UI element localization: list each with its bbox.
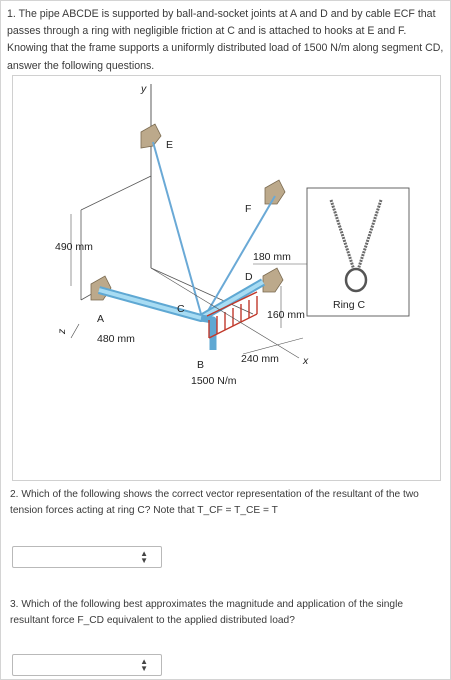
z-axis-label: z	[56, 328, 68, 334]
dim-490: 490 mm	[55, 241, 93, 253]
point-b-label: B	[197, 359, 205, 371]
point-c-label: C	[177, 303, 185, 315]
cable-ce	[153, 142, 201, 314]
question-3-answer-select[interactable]	[12, 654, 162, 676]
point-a-label: A	[97, 313, 105, 325]
dim-480: 480 mm	[97, 333, 135, 345]
select-chevron-icon: ▲ ▼	[140, 549, 148, 565]
question-2-answer-select[interactable]	[12, 546, 162, 568]
support-f	[265, 180, 285, 204]
dim-240: 240 mm	[241, 353, 279, 365]
point-e-label: E	[166, 139, 174, 151]
point-d-label: D	[245, 271, 253, 283]
dim-160: 160 mm	[267, 309, 305, 321]
load-label: 1500 N/m	[191, 375, 237, 387]
pipe-cb	[201, 318, 213, 350]
frame-diagram	[13, 76, 440, 480]
point-f-label: F	[245, 203, 252, 215]
ring-c-inset	[307, 188, 409, 316]
question-3-text: 3. Which of the following best approximates the magnitude and application of the single resultant force F_CD equivalent to the applied distributed load?	[10, 599, 404, 627]
ring-c-label: Ring C	[333, 299, 366, 311]
support-d	[263, 268, 283, 292]
select-chevron-icon: ▲ ▼	[140, 657, 148, 673]
question-2-text: 2. Which of the following shows the correct vector representation of the resultant of the two tension forces acting at ring C? Note that T_CF = T_CE = T	[10, 489, 419, 517]
dim-180: 180 mm	[253, 251, 291, 263]
x-axis-label: x	[303, 355, 309, 367]
pipe-frame-figure	[12, 75, 441, 481]
y-axis-label: y	[141, 83, 147, 95]
question-1-text: 1. The pipe ABCDE is supported by ball-and-socket joints at A and D and by cable ECF that passes through a ring with negligible friction at C and is attached to hooks at E and F. Knowing that the frame supports a uniformly distributed load of 1500 N/m along segment CD, answer the following questions.	[7, 8, 444, 72]
support-e	[141, 124, 161, 148]
